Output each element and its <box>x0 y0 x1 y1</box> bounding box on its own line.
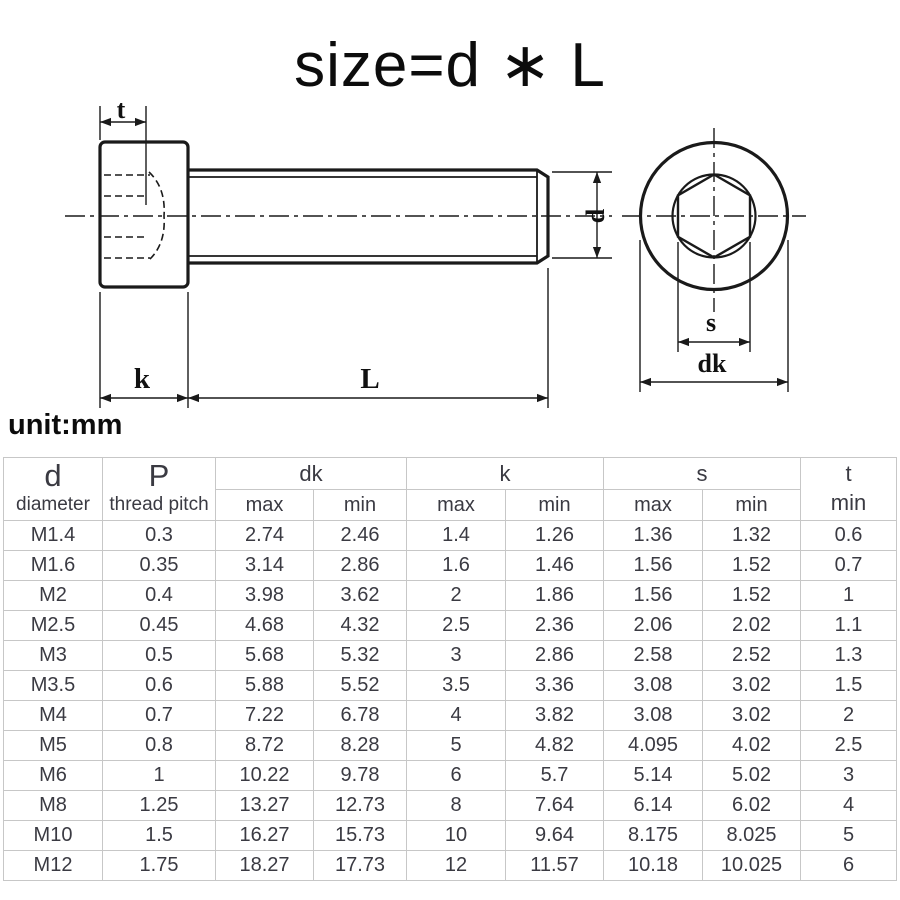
table-cell: 2 <box>801 701 897 731</box>
col-header-d <box>4 458 103 521</box>
table-cell: 5 <box>801 821 897 851</box>
table-cell: 5.68 <box>216 641 314 671</box>
table-cell: 1.32 <box>703 521 801 551</box>
screw-side-view <box>65 95 612 408</box>
table-cell: 0.5 <box>103 641 216 671</box>
col-header-p <box>103 458 216 521</box>
table-cell: 8.175 <box>604 821 703 851</box>
table-cell: 4.82 <box>506 731 604 761</box>
col-header-k-min: min <box>506 490 604 521</box>
table-cell: 1.52 <box>703 581 801 611</box>
front-view-centerlines <box>622 128 806 312</box>
table-cell: 3 <box>407 641 506 671</box>
table-row <box>4 521 897 551</box>
dimension-table <box>3 457 897 881</box>
table-row <box>4 851 897 881</box>
table-cell: 10 <box>407 821 506 851</box>
table-cell: M3.5 <box>4 671 103 701</box>
table-cell: 1.6 <box>407 551 506 581</box>
table-cell: 1.56 <box>604 551 703 581</box>
table-cell: 3.82 <box>506 701 604 731</box>
table-cell: 1.3 <box>801 641 897 671</box>
table-cell: 0.6 <box>801 521 897 551</box>
col-header-t-symbol: t <box>845 461 852 487</box>
table-cell: 5 <box>407 731 506 761</box>
col-header-k: k <box>407 458 604 490</box>
table-cell: 3.14 <box>216 551 314 581</box>
table-cell: 5.7 <box>506 761 604 791</box>
table-cell: 2.5 <box>801 731 897 761</box>
table-cell: 5.02 <box>703 761 801 791</box>
table-cell: 6.02 <box>703 791 801 821</box>
col-header-s-max: max <box>604 490 703 521</box>
table-cell: M1.6 <box>4 551 103 581</box>
table-row <box>4 701 897 731</box>
col-header-dk-max: max <box>216 490 314 521</box>
screw-front-view <box>622 128 806 392</box>
col-header-p-caption: thread pitch <box>109 493 209 515</box>
table-cell: M5 <box>4 731 103 761</box>
table-cell: 1.46 <box>506 551 604 581</box>
col-header-dk: dk <box>216 458 407 490</box>
table-cell: 4.095 <box>604 731 703 761</box>
table-cell: 2.74 <box>216 521 314 551</box>
table-cell: 1.26 <box>506 521 604 551</box>
table-cell: 1 <box>801 581 897 611</box>
table-cell: 3.08 <box>604 701 703 731</box>
table-cell: 2 <box>407 581 506 611</box>
table-cell: 0.45 <box>103 611 216 641</box>
table-cell: 0.7 <box>801 551 897 581</box>
table-row <box>4 821 897 851</box>
table-cell: 1.56 <box>604 581 703 611</box>
unit-label: unit:mm <box>8 409 123 441</box>
col-header-d-symbol: d <box>44 457 62 493</box>
table-cell: 2.58 <box>604 641 703 671</box>
col-header-t <box>801 458 897 521</box>
table-cell: 0.6 <box>103 671 216 701</box>
table-cell: 12 <box>407 851 506 881</box>
s-dimension-label: s <box>705 308 717 337</box>
table-cell: 3.02 <box>703 701 801 731</box>
table-cell: 10.025 <box>703 851 801 881</box>
table-cell: 5.88 <box>216 671 314 701</box>
table-cell: M12 <box>4 851 103 881</box>
table-cell: 1 <box>103 761 216 791</box>
table-cell: 2.46 <box>314 521 407 551</box>
table-cell: 5.32 <box>314 641 407 671</box>
table-cell: 1.5 <box>103 821 216 851</box>
table-cell: M4 <box>4 701 103 731</box>
col-header-t-caption: min <box>830 490 867 515</box>
col-header-s-min: min <box>703 490 801 521</box>
table-cell: 1.25 <box>103 791 216 821</box>
table-cell: 1.1 <box>801 611 897 641</box>
table-row <box>4 761 897 791</box>
table-cell: 2.52 <box>703 641 801 671</box>
k-dimension-label: k <box>133 363 151 395</box>
table-cell: 6.78 <box>314 701 407 731</box>
table-cell: 17.73 <box>314 851 407 881</box>
table-cell: 3 <box>801 761 897 791</box>
table-cell: M1.4 <box>4 521 103 551</box>
table-cell: 2.06 <box>604 611 703 641</box>
table-cell: 1.36 <box>604 521 703 551</box>
table-cell: 3.62 <box>314 581 407 611</box>
table-cell: 18.27 <box>216 851 314 881</box>
table-cell: 4.68 <box>216 611 314 641</box>
table-cell: 11.57 <box>506 851 604 881</box>
dk-dimension-label: dk <box>697 349 727 378</box>
table-cell: 1.75 <box>103 851 216 881</box>
table-row <box>4 551 897 581</box>
col-header-s: s <box>604 458 801 490</box>
table-header-group-row <box>4 458 897 490</box>
table-cell: 8.025 <box>703 821 801 851</box>
table-cell: 9.78 <box>314 761 407 791</box>
table-cell: 10.18 <box>604 851 703 881</box>
table-body <box>4 521 897 881</box>
table-cell: 7.64 <box>506 791 604 821</box>
table-cell: 8.28 <box>314 731 407 761</box>
table-cell: 4 <box>407 701 506 731</box>
table-cell: 10.22 <box>216 761 314 791</box>
table-cell: 3.02 <box>703 671 801 701</box>
table-row <box>4 791 897 821</box>
table-cell: 3.08 <box>604 671 703 701</box>
table-cell: 7.22 <box>216 701 314 731</box>
table-cell: 1.86 <box>506 581 604 611</box>
table-row <box>4 611 897 641</box>
table-cell: 16.27 <box>216 821 314 851</box>
table-row <box>4 731 897 761</box>
table-cell: 3.36 <box>506 671 604 701</box>
table-cell: 6.14 <box>604 791 703 821</box>
table-cell: 2.86 <box>314 551 407 581</box>
table-cell: 1.5 <box>801 671 897 701</box>
table-cell: M10 <box>4 821 103 851</box>
table-cell: 3.98 <box>216 581 314 611</box>
table-row <box>4 641 897 671</box>
page-title: size=d ∗ L <box>294 31 606 100</box>
table-cell: 4.32 <box>314 611 407 641</box>
table-cell: 2.86 <box>506 641 604 671</box>
table-cell: M3 <box>4 641 103 671</box>
table-cell: 12.73 <box>314 791 407 821</box>
table-cell: M2 <box>4 581 103 611</box>
table-cell: 9.64 <box>506 821 604 851</box>
table-cell: 3.5 <box>407 671 506 701</box>
table-cell: 0.4 <box>103 581 216 611</box>
L-dimension-label: L <box>360 363 380 395</box>
table-cell: 2.36 <box>506 611 604 641</box>
screw-head-outline <box>100 142 188 287</box>
table-cell: M6 <box>4 761 103 791</box>
table-cell: 15.73 <box>314 821 407 851</box>
table-cell: 0.3 <box>103 521 216 551</box>
table-cell: 5.14 <box>604 761 703 791</box>
col-header-p-symbol: P <box>148 457 170 493</box>
col-header-dk-min: min <box>314 490 407 521</box>
table-cell: 1.52 <box>703 551 801 581</box>
k-L-dimension-lines <box>100 268 548 408</box>
table-cell: 8 <box>407 791 506 821</box>
table-row <box>4 581 897 611</box>
d-dimension-label: d <box>581 208 610 224</box>
table-cell: 5.52 <box>314 671 407 701</box>
table-cell: 2.02 <box>703 611 801 641</box>
table-cell: 0.35 <box>103 551 216 581</box>
table-cell: M8 <box>4 791 103 821</box>
table-cell: 0.7 <box>103 701 216 731</box>
table-cell: 8.72 <box>216 731 314 761</box>
t-dimension-label: t <box>116 95 126 124</box>
table-cell: 13.27 <box>216 791 314 821</box>
table-cell: 4 <box>801 791 897 821</box>
table-cell: 6 <box>407 761 506 791</box>
table-cell: 6 <box>801 851 897 881</box>
table-cell: 0.8 <box>103 731 216 761</box>
table-cell: 1.4 <box>407 521 506 551</box>
col-header-d-caption: diameter <box>16 493 90 515</box>
table-cell: 2.5 <box>407 611 506 641</box>
col-header-k-max: max <box>407 490 506 521</box>
table-row <box>4 671 897 701</box>
table-cell: 4.02 <box>703 731 801 761</box>
table-cell: M2.5 <box>4 611 103 641</box>
